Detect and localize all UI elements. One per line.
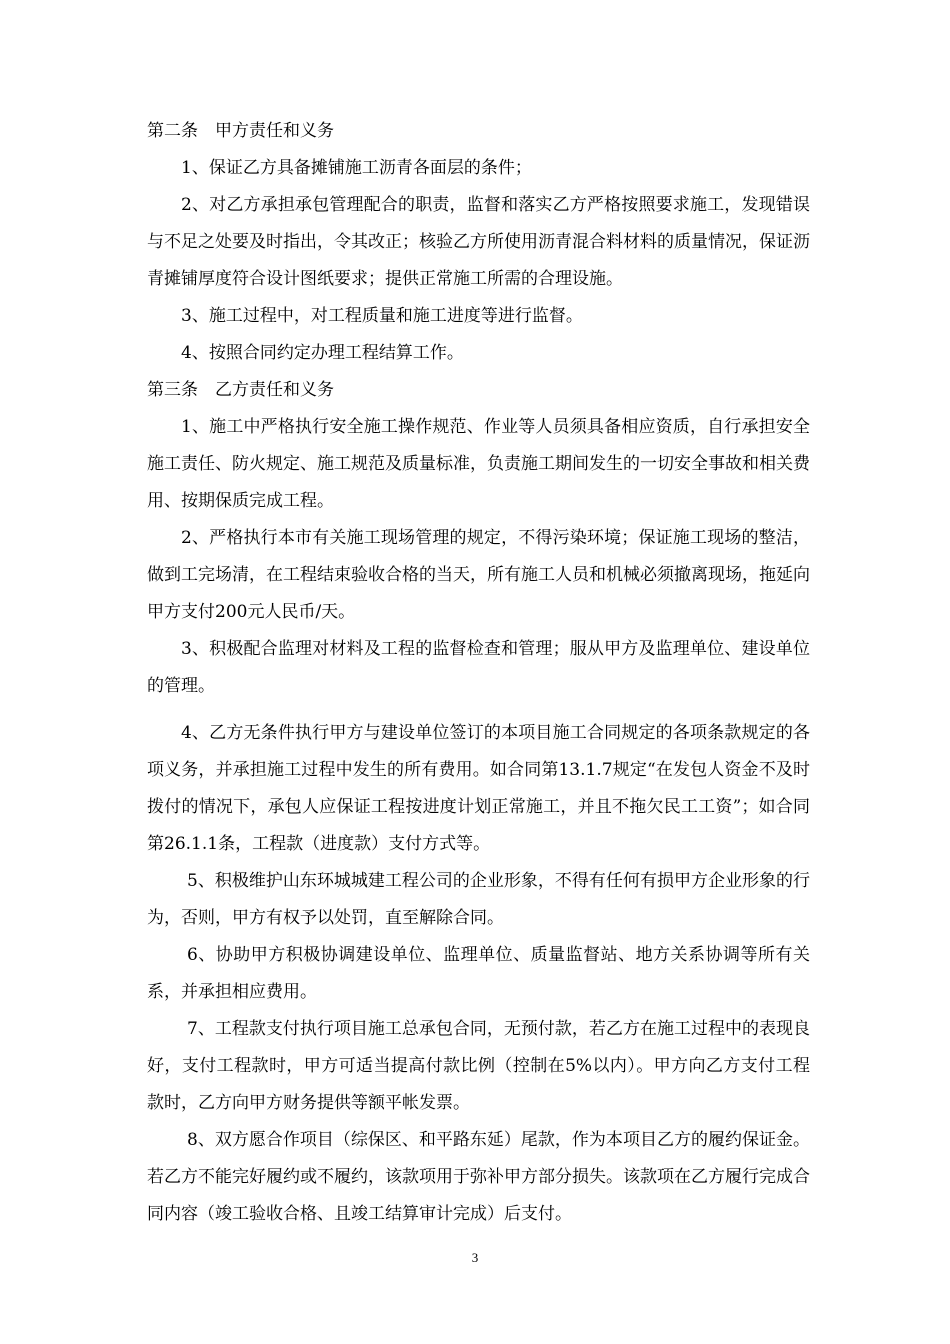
page-number: 3 xyxy=(471,1250,479,1265)
article-3-clause-2: 2、严格执行本市有关施工现场管理的规定，不得污染环境；保证施工现场的整洁，做到工完场清，在工程结束验收合格的当天，所有施工人员和机械必须撤离现场，拖延向甲方支付200元人民币/天。 xyxy=(147,528,810,622)
article-3-clause-6: 6、协助甲方积极协调建设单位、监理单位、质量监督站、地方关系协调等所有关系，并承担相应费用。 xyxy=(147,945,810,1002)
article-3-clause-5: 5、积极维护山东环城城建工程公司的企业形象，不得有任何有损甲方企业形象的行为，否则，甲方有权予以处罚，直至解除合同。 xyxy=(147,871,810,928)
article-3-clause-3: 3、积极配合监理对材料及工程的监督检查和管理；服从甲方及监理单位、建设单位的管理。 xyxy=(147,639,810,696)
article-3-clause-1: 1、施工中严格执行安全施工操作规范、作业等人员须具备相应资质，自行承担安全施工责任、防火规定、施工规范及质量标准，负责施工期间发生的一切安全事故和相关费用、按期保质完成工程。 xyxy=(147,417,810,511)
article-3-heading: 第三条 乙方责任和义务 xyxy=(147,380,334,400)
article-2-clause-2: 2、对乙方承担承包管理配合的职责，监督和落实乙方严格按照要求施工，发现错误与不足之处要及时指出，令其改正；核验乙方所使用沥青混合料材料的质量情况，保证沥青摊铺厚度符合设计图纸要求；提供正常施工所需的合理设施。 xyxy=(147,195,810,289)
article-2-clause-4: 4、按照合同约定办理工程结算工作。 xyxy=(181,343,464,363)
article-2-heading: 第二条 甲方责任和义务 xyxy=(147,121,334,141)
document-body xyxy=(147,113,810,1233)
article-2-clause-1: 1、保证乙方具备摊铺施工沥青各面层的条件； xyxy=(181,158,532,178)
article-3-clause-7: 7、工程款支付执行项目施工总承包合同，无预付款，若乙方在施工过程中的表现良好，支付工程款时，甲方可适当提高付款比例（控制在5%以内）。甲方向乙方支付工程款时，乙方向甲方财务提供等额平帐发票。 xyxy=(147,1019,810,1113)
article-3-clause-8: 8、双方愿合作项目（综保区、和平路东延）尾款，作为本项目乙方的履约保证金。若乙方不能完好履约或不履约，该款项用于弥补甲方部分损失。该款项在乙方履行完成合同内容（竣工验收合格、且竣工结算审计完成）后支付。 xyxy=(147,1130,810,1224)
article-2-clause-3: 3、施工过程中，对工程质量和施工进度等进行监督。 xyxy=(181,306,583,326)
article-3-clause-4: 4、乙方无条件执行甲方与建设单位签订的本项目施工合同规定的各项条款规定的各项义务，并承担施工过程中发生的所有费用。如合同第13.1.7规定“在发包人资金不及时拨付的情况下，承包人应保证工程按进度计划正常施工，并且不拖欠民工工资”；如合同第26.1.1条，工程款（进度款）支付方式等。 xyxy=(147,723,810,854)
